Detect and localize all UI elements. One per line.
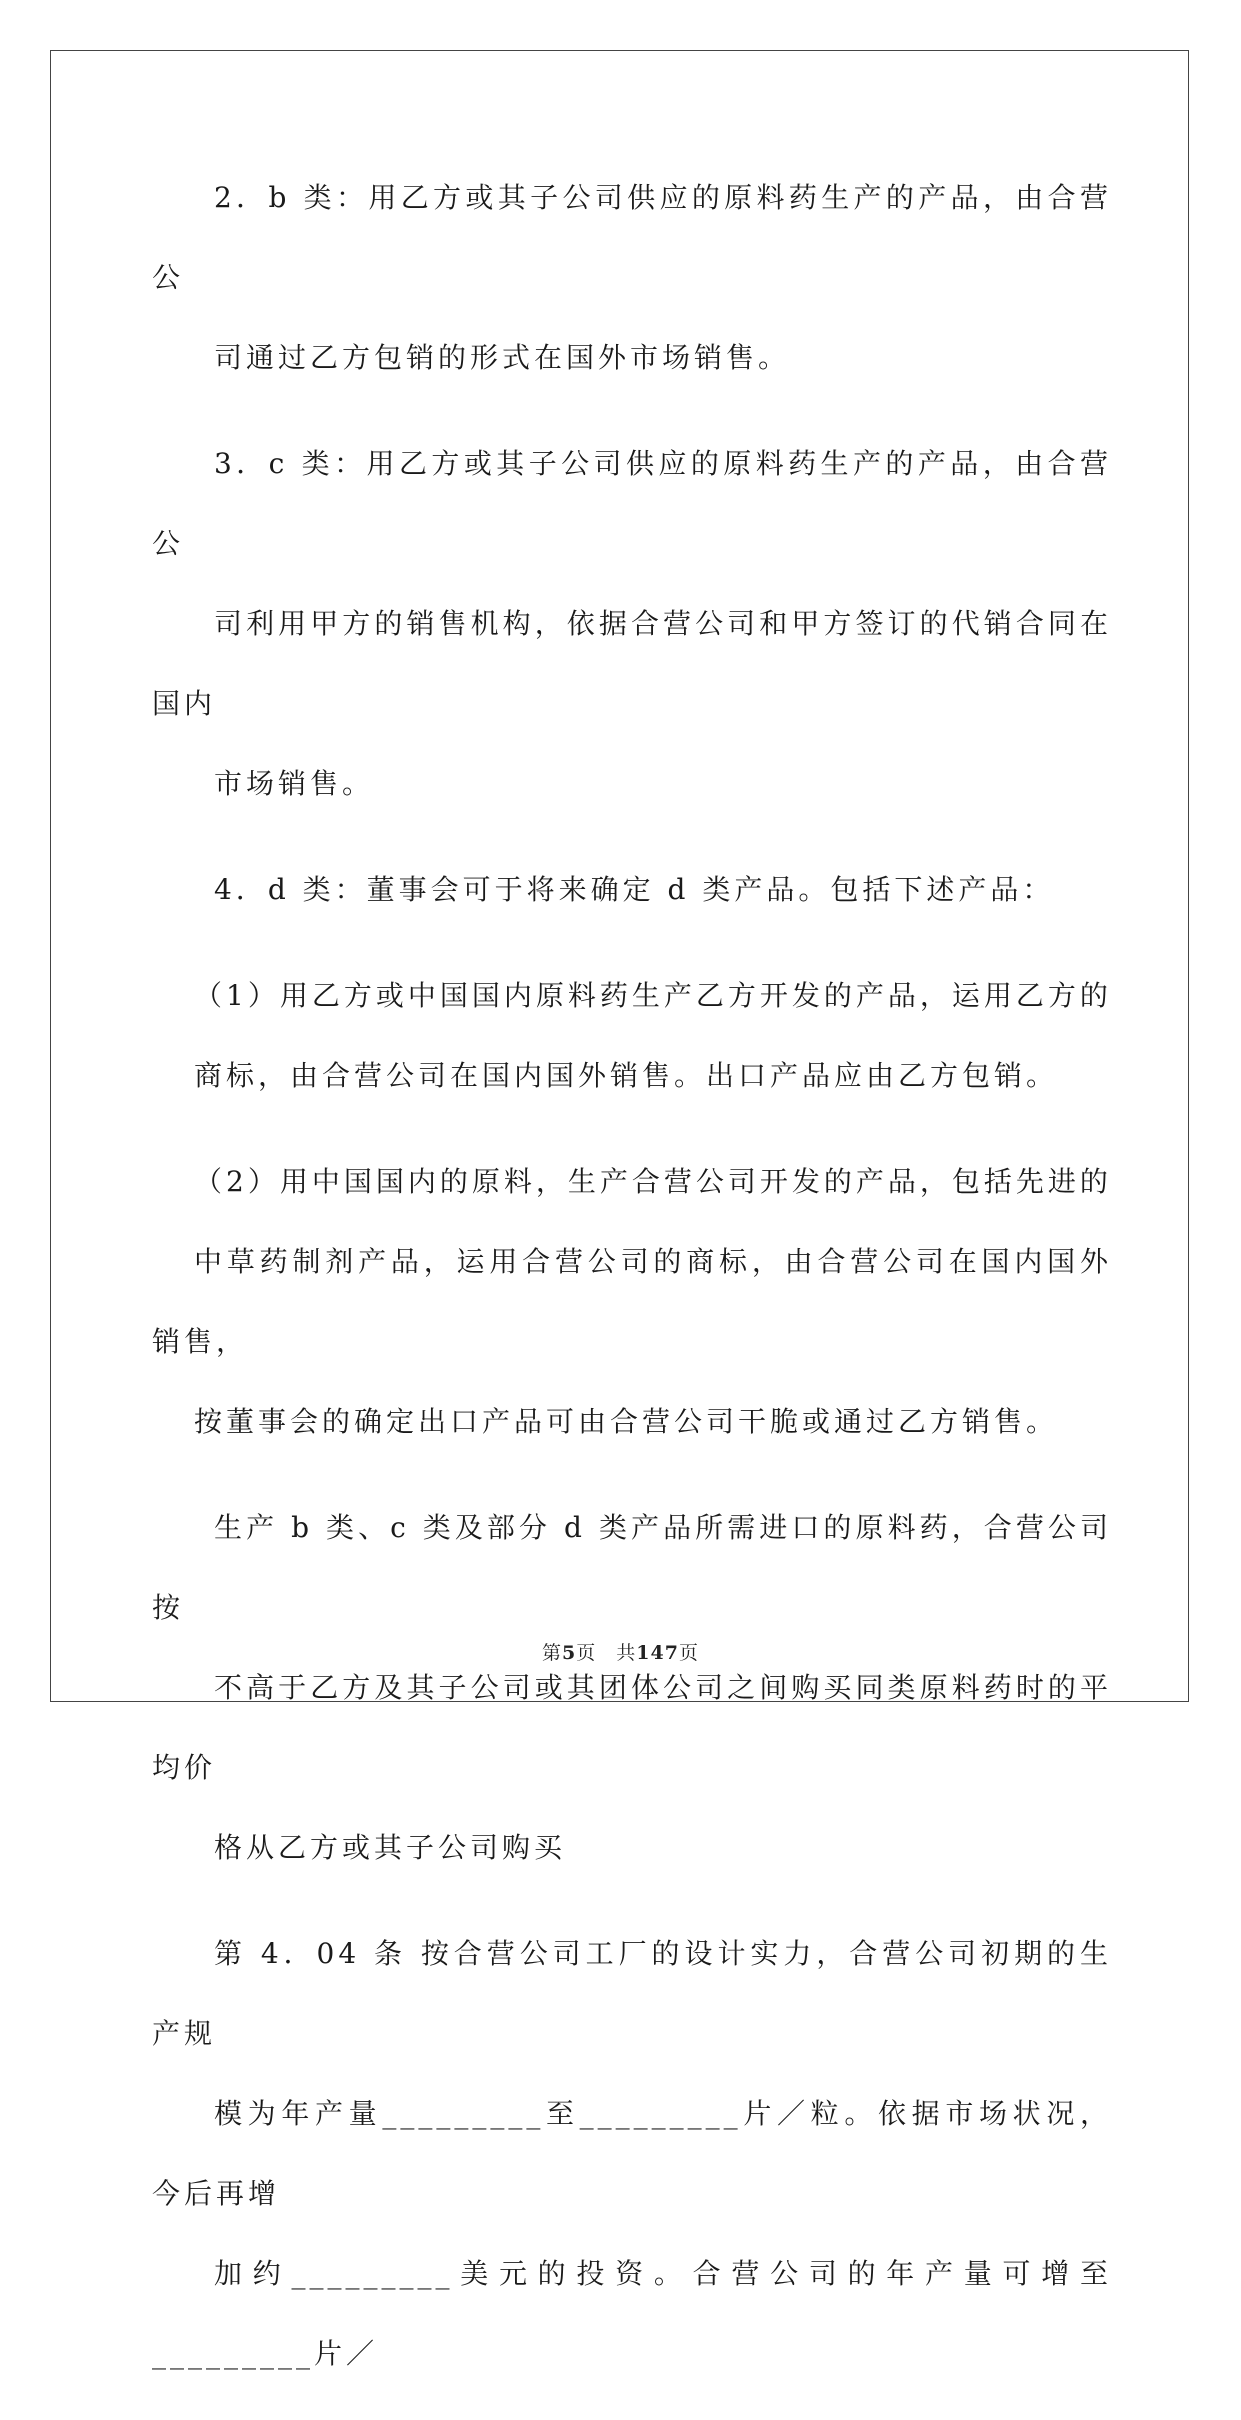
text-line: 加约_________美元的投资。合营公司的年产量可增至_________片／ — [152, 2257, 1112, 2370]
total-unit: 页 — [678, 1642, 699, 1664]
paragraph-item-d — [152, 850, 1112, 930]
document-body — [152, 158, 1112, 2420]
total-pages: 147 — [636, 1642, 679, 1664]
page-unit: 页 — [576, 1642, 597, 1664]
paragraph-raw-materials — [152, 1488, 1112, 1888]
paragraph-item-d-1 — [152, 956, 1112, 1116]
page-number: 5 — [562, 1642, 577, 1664]
page-footer — [0, 1638, 1241, 1665]
text-line: 2．b 类：用乙方或其子公司供应的原料药生产的产品，由合营公 — [152, 181, 1112, 294]
text-line: 不高于乙方及其子公司或其团体公司之间购买同类原料药时的平均价 — [152, 1671, 1112, 1784]
total-prefix: 共 — [616, 1642, 637, 1664]
text-line: 司通过乙方包销的形式在国外市场销售。 — [214, 341, 791, 374]
text-line: （1）用乙方或中国国内原料药生产乙方开发的产品，运用乙方的 — [194, 979, 1112, 1012]
text-line: 第 4．04 条 按合营公司工厂的设计实力，合营公司初期的生产规 — [152, 1937, 1112, 2050]
paragraph-item-b — [152, 158, 1112, 398]
paragraph-item-c — [152, 424, 1112, 824]
paragraph-article-4-04 — [152, 1914, 1112, 2394]
text-line: 商标，由合营公司在国内国外销售。出口产品应由乙方包销。 — [194, 1059, 1059, 1092]
page-prefix: 第 — [542, 1642, 563, 1664]
text-line: 司利用甲方的销售机构，依据合营公司和甲方签订的代销合同在国内 — [152, 607, 1112, 720]
text-line: 格从乙方或其子公司购买 — [214, 1831, 567, 1864]
text-line: 按董事会的确定出口产品可由合营公司干脆或通过乙方销售。 — [194, 1405, 1059, 1438]
text-line: 中草药制剂产品，运用合营公司的商标，由合营公司在国内国外销售， — [152, 1245, 1112, 1358]
text-line: 生产 b 类、c 类及部分 d 类产品所需进口的原料药，合营公司按 — [152, 1511, 1112, 1624]
text-line: 市场销售。 — [214, 767, 375, 800]
text-line: 模为年产量_________至_________片／粒。依据市场状况，今后再增 — [152, 2097, 1112, 2210]
paragraph-item-d-2 — [152, 1142, 1112, 1462]
text-line: （2）用中国国内的原料，生产合营公司开发的产品，包括先进的 — [194, 1165, 1112, 1198]
text-line: 3．c 类：用乙方或其子公司供应的原料药生产的产品，由合营公 — [152, 447, 1112, 560]
text-line: 4．d 类：董事会可于将来确定 d 类产品。包括下述产品： — [214, 873, 1055, 906]
